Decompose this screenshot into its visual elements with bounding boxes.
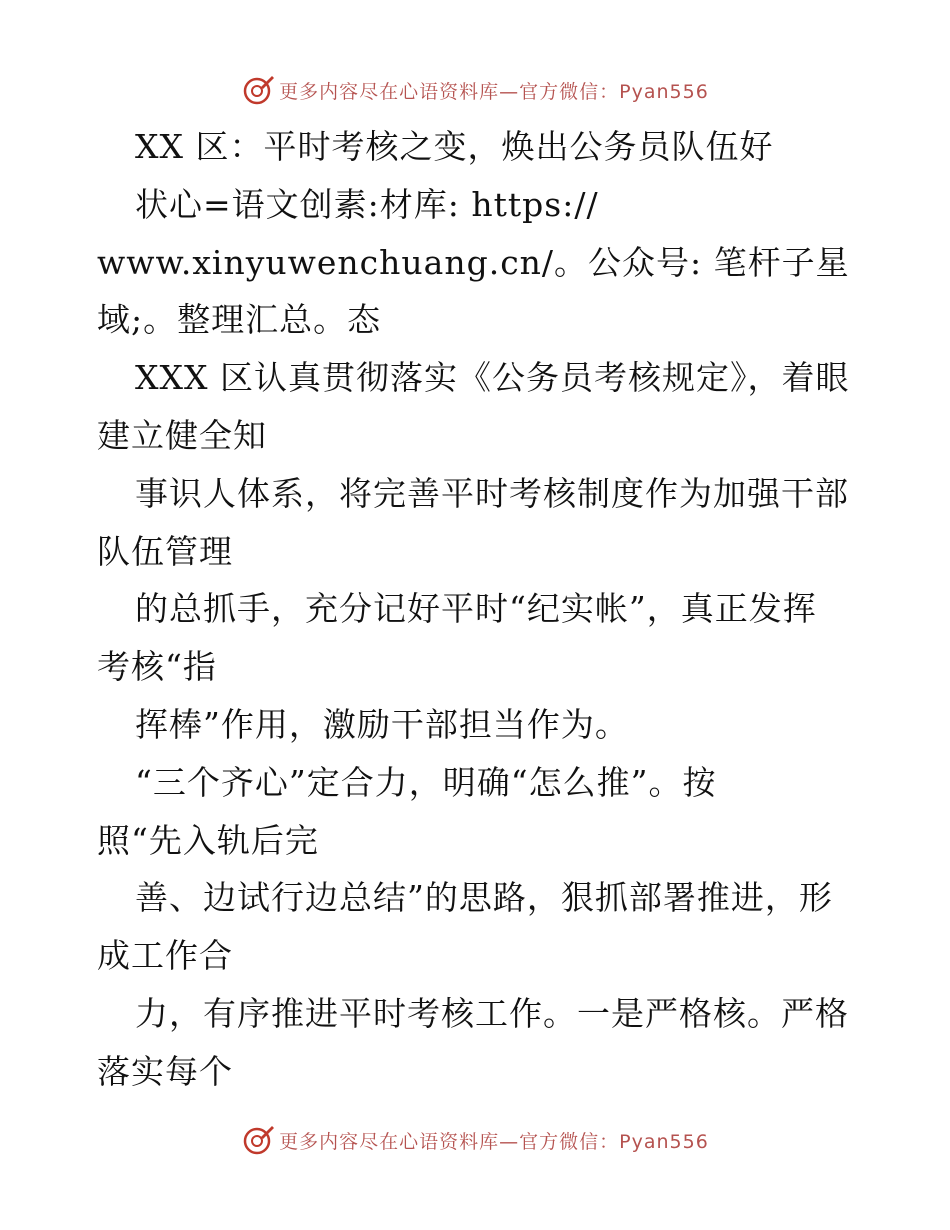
text-line: 建立健全知	[97, 415, 267, 455]
text-line: www.xinyuwenchuang.cn/。公众号: 笔杆子星	[97, 242, 850, 282]
text-line: 成工作合	[97, 936, 233, 976]
text-line: XXX 区认真贯彻落实《公务员考核规定》，着眼	[135, 358, 850, 398]
text-line: 力，有序推进平时考核工作。一是严格核。严格	[135, 993, 849, 1033]
text-line: 挥棒”作用，激励干部担当作为。	[135, 704, 629, 744]
footer-banner	[0, 1120, 950, 1160]
text-line: 状心=语文创素:材库: https://	[135, 184, 599, 224]
text-line: XX 区：平时考核之变，焕出公务员队伍好	[135, 127, 774, 166]
text-line: 考核“指	[97, 647, 217, 687]
document-body	[97, 118, 857, 1101]
text-line: 落实每个	[97, 1051, 233, 1091]
text-line: 队伍管理	[97, 531, 233, 571]
footer-banner-text: 更多内容尽在心语资料库—官方微信：Pyan556	[279, 1130, 709, 1153]
text-line: “三个齐心”定合力，明确“怎么推”。按	[135, 762, 717, 802]
header-banner-text: 更多内容尽在心语资料库—官方微信：Pyan556	[279, 80, 709, 103]
text-line: 事识人体系，将完善平时考核制度作为加强干部	[135, 473, 849, 513]
text-line: 善、边试行边总结”的思路，狠抓部署推进，形	[135, 878, 833, 918]
text-line: 域;。整理汇总。态	[97, 300, 382, 340]
text-line: 的总抓手，充分记好平时“纪实帐”，真正发挥	[135, 589, 817, 629]
pen-logo-icon	[241, 1123, 275, 1157]
text-line: 照“先入轨后完	[97, 820, 319, 860]
pen-logo-icon	[241, 73, 275, 107]
header-banner	[0, 70, 950, 110]
